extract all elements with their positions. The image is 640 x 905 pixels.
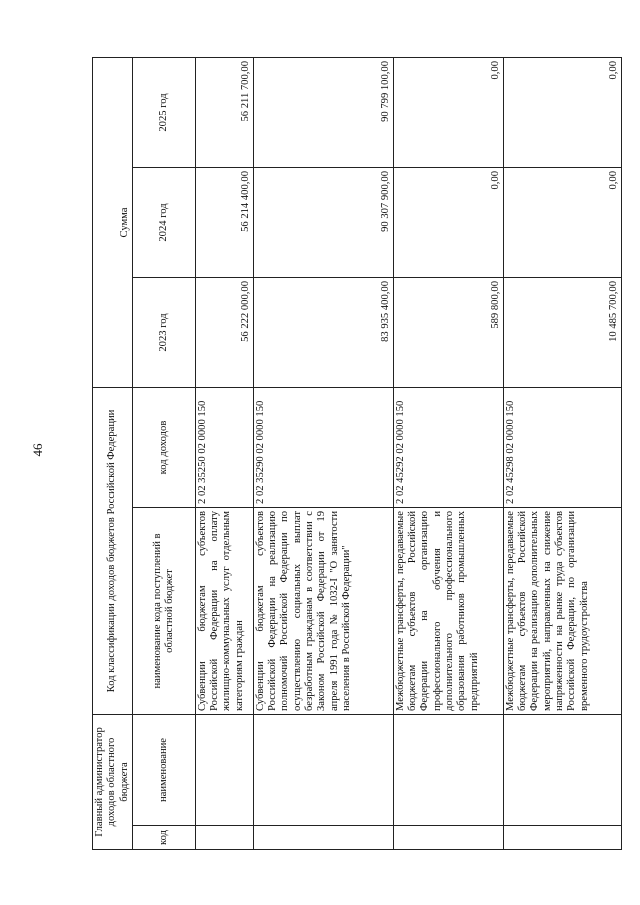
- page-number: 46: [30, 443, 45, 457]
- sum-2024-cell: 56 214 400,00: [195, 167, 253, 277]
- admin-code-cell: [393, 826, 503, 850]
- admin-name-cell: [393, 715, 503, 826]
- income-table: [92, 57, 622, 850]
- income-code-cell: 2 02 35290 02 0000 150: [253, 387, 393, 507]
- admin-code-cell: [503, 826, 621, 850]
- admin-code-cell: [253, 826, 393, 850]
- sum-2025-cell: 90 799 100,00: [253, 57, 393, 167]
- admin-code-header: код: [132, 826, 195, 850]
- year-2023-header: 2023 год: [132, 277, 195, 387]
- admin-name-cell: [503, 715, 621, 826]
- income-name-cell: Межбюджетные трансферты, передаваемые бюджетам субъектов Российской Федерации на организацию профессионального обучения и дополнительного профессионального образования работников промышленных предприятий: [393, 508, 503, 715]
- admin-group-header: Главный администратор доходов областного бюджета: [93, 715, 133, 850]
- admin-code-cell: [195, 826, 253, 850]
- admin-name-header: наименование: [132, 715, 195, 826]
- sum-2024-cell: 0,00: [393, 167, 503, 277]
- year-2024-header: 2024 год: [132, 167, 195, 277]
- admin-name-cell: [195, 715, 253, 826]
- sum-2023-cell: 83 935 400,00: [253, 277, 393, 387]
- income-name-cell: Межбюджетные трансферты, передаваемые бюджетам субъектов Российской Федерации на реализацию дополнительных мероприятий, направленных на снижение напряженности на рынке труда субъектов Российской Федерации, по организации временного трудоустройства: [503, 508, 621, 715]
- sum-2023-cell: 10 485 700,00: [503, 277, 621, 387]
- income-name-header: наименование кода поступлений в областной бюджет: [132, 508, 195, 715]
- table-row: [393, 57, 503, 849]
- sum-2025-cell: 0,00: [503, 57, 621, 167]
- header-row-1: [93, 57, 133, 849]
- income-code-cell: 2 02 45298 02 0000 150: [503, 387, 621, 507]
- income-code-cell: 2 02 35250 02 0000 150: [195, 387, 253, 507]
- classification-group-header: Код классификации доходов бюджетов Российской Федерации: [93, 387, 133, 714]
- table-row: [503, 57, 621, 849]
- rotated-page: [92, 58, 619, 850]
- sum-group-header: Сумма: [93, 57, 133, 387]
- sum-2025-cell: 0,00: [393, 57, 503, 167]
- income-code-header: код доходов: [132, 387, 195, 507]
- income-code-cell: 2 02 45292 02 0000 150: [393, 387, 503, 507]
- income-name-cell: Субвенции бюджетам субъектов Российской Федерации на реализацию полномочий Российской Федерации по осуществлению социальных выплат безработным гражданам в соответствии с Законом Российской Федерации от 19 апреля 1991 года № 1032-I "О занятости населения в Российской Федерации": [253, 508, 393, 715]
- sum-2025-cell: 56 211 700,00: [195, 57, 253, 167]
- sum-2023-cell: 589 800,00: [393, 277, 503, 387]
- table-row: [253, 57, 393, 849]
- year-2025-header: 2025 год: [132, 57, 195, 167]
- table-row: [195, 57, 253, 849]
- header-row-2: [132, 57, 195, 849]
- sum-2024-cell: 90 307 900,00: [253, 167, 393, 277]
- admin-name-cell: [253, 715, 393, 826]
- sum-2023-cell: 56 222 000,00: [195, 277, 253, 387]
- sum-2024-cell: 0,00: [503, 167, 621, 277]
- income-name-cell: Субвенции бюджетам субъектов Российской Федерации на оплату жилищно-коммунальных услуг отдельным категориям граждан: [195, 508, 253, 715]
